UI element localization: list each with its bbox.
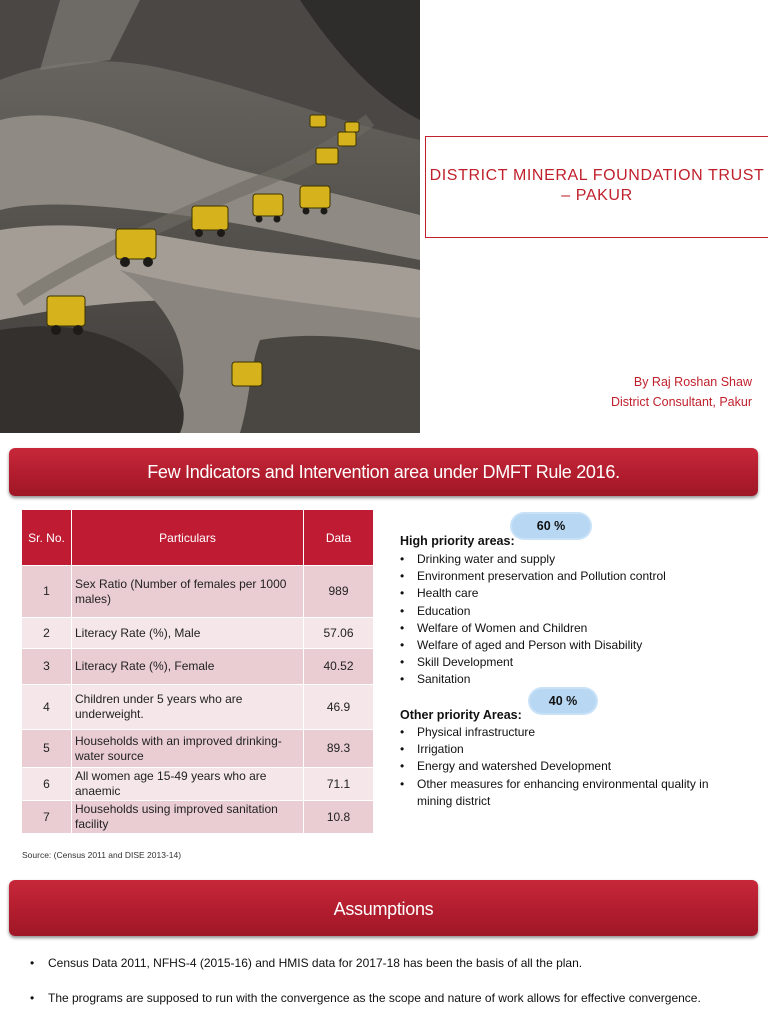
source-note: Source: (Census 2011 and DISE 2013-14) [22, 850, 182, 860]
high-priority-badge: 60 % [512, 514, 590, 538]
header-sr-no: Sr. No. [22, 510, 72, 566]
row-sr: 1 [22, 566, 72, 618]
assumptions-list [30, 955, 750, 1024]
high-priority-list [400, 551, 666, 689]
row-particular: Children under 5 years who are underweight. [72, 685, 304, 730]
table-row [22, 685, 374, 730]
author-block [611, 372, 752, 412]
row-particular: Literacy Rate (%), Female [72, 649, 304, 685]
table-row [22, 566, 374, 618]
list-item: • The programs are supposed to run with the convergence as the scope and nature of work allows for effective convergence. [30, 990, 750, 1007]
list-item: • Other measures for enhancing environmental quality in mining district [400, 776, 710, 810]
table-row [22, 801, 374, 834]
row-particular: Literacy Rate (%), Male [72, 618, 304, 649]
list-item: • Physical infrastructure [400, 724, 710, 741]
row-sr: 7 [22, 801, 72, 834]
list-item: • Census Data 2011, NFHS-4 (2015-16) and HMIS data for 2017-18 has been the basis of all the plan. [30, 955, 750, 972]
list-item: • Sanitation [400, 671, 666, 688]
row-particular: Sex Ratio (Number of females per 1000 males) [72, 566, 304, 618]
high-priority-heading: High priority areas: [400, 534, 515, 548]
list-item: • Drinking water and supply [400, 551, 666, 568]
row-data: 57.06 [304, 618, 374, 649]
presentation-title: DISTRICT MINERAL FOUNDATION TRUST – PAKUR [429, 167, 765, 204]
table-row [22, 768, 374, 801]
list-item: • Irrigation [400, 741, 710, 758]
list-item: • Energy and watershed Development [400, 758, 710, 775]
row-sr: 4 [22, 685, 72, 730]
row-data: 40.52 [304, 649, 374, 685]
author-role: District Consultant, Pakur [610, 395, 752, 409]
indicator-table [21, 509, 374, 834]
row-particular: Households using improved sanitation facility [72, 801, 304, 834]
table-row [22, 618, 374, 649]
other-priority-list [400, 724, 710, 810]
list-item: • Education [400, 603, 666, 620]
row-data: 46.9 [304, 685, 374, 730]
row-particular: Households with an improved drinking-water source [72, 730, 304, 768]
row-sr: 6 [22, 768, 72, 801]
assumptions-banner: Assumptions [9, 880, 758, 936]
row-sr: 3 [22, 649, 72, 685]
title-box [425, 136, 768, 238]
list-item: • Health care [400, 585, 666, 602]
row-data: 989 [304, 566, 374, 618]
list-item: • Welfare of Women and Children [400, 620, 666, 637]
row-sr: 2 [22, 618, 72, 649]
row-sr: 5 [22, 730, 72, 768]
table-header-row [22, 510, 374, 566]
indicators-banner: Few Indicators and Intervention area under DMFT Rule 2016. [9, 448, 758, 496]
table-row [22, 730, 374, 768]
mine-photo [0, 0, 420, 433]
list-item: • Welfare of aged and Person with Disability [400, 637, 666, 654]
author-name: By Raj Roshan Shaw [633, 375, 752, 389]
header-data: Data [304, 510, 374, 566]
row-data: 71.1 [304, 768, 374, 801]
other-priority-badge: 40 % [530, 689, 596, 713]
other-priority-heading: Other priority Areas: [400, 708, 522, 722]
table-row [22, 649, 374, 685]
list-item: • Skill Development [400, 654, 666, 671]
header-particulars: Particulars [72, 510, 304, 566]
list-item: • Environment preservation and Pollution control [400, 568, 666, 585]
row-data: 89.3 [304, 730, 374, 768]
row-data: 10.8 [304, 801, 374, 834]
row-particular: All women age 15-49 years who are anaemic [72, 768, 304, 801]
